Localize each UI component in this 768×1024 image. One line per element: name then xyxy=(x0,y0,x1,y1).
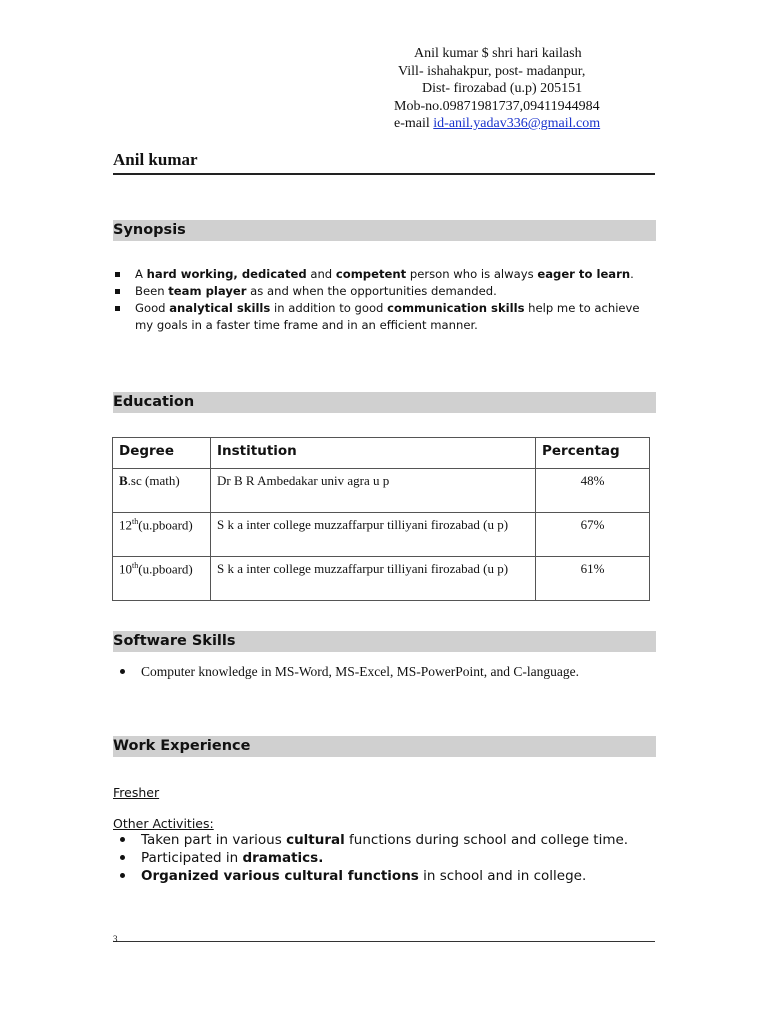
software-list xyxy=(113,663,658,681)
table-row xyxy=(113,513,650,557)
address-line-district: Dist- firozabad (u.p) 205151 xyxy=(422,81,583,96)
degree-board: (u.pboard) xyxy=(138,517,193,533)
degree-text: 10 xyxy=(119,561,132,577)
column-header-degree: Degree xyxy=(113,438,211,469)
work-heading: Work Experience xyxy=(113,736,656,757)
institution-cell: S k a inter college muzzaffarpur tilliyani firozabad (u p) xyxy=(211,513,536,557)
address-block xyxy=(392,45,652,133)
address-line-village: Vill- ishahakpur, post- madanpur, xyxy=(398,63,586,79)
degree-superscript: th xyxy=(132,517,139,526)
list-item xyxy=(113,663,658,681)
text: functions during school and college time. xyxy=(344,832,629,848)
degree-board: (u.pboard) xyxy=(138,561,193,577)
degree-cell xyxy=(113,557,211,601)
bullet-icon xyxy=(120,855,125,860)
activities-list xyxy=(113,831,658,885)
bold-text: competent xyxy=(335,267,407,281)
text: and xyxy=(306,267,336,281)
bullet-icon xyxy=(120,837,125,842)
text: as and when the opportunities demanded. xyxy=(246,284,497,298)
percent-cell: 48% xyxy=(536,469,650,513)
bold-text: analytical skills xyxy=(169,301,271,315)
table-row xyxy=(113,469,650,513)
email-label: e-mail xyxy=(394,116,430,131)
address-line-mobile: Mob-no.09871981737,09411944984 xyxy=(394,98,600,114)
synopsis-item xyxy=(113,266,658,283)
address-line-name: Anil kumar $ shri hari kailash xyxy=(414,46,582,61)
text: person who is always xyxy=(406,267,538,281)
bold-text: eager to learn xyxy=(537,267,631,281)
table-header-row xyxy=(113,438,650,469)
footer-divider xyxy=(113,941,655,942)
list-item xyxy=(113,867,658,885)
list-item xyxy=(113,849,658,867)
text: Participated in xyxy=(141,850,243,866)
bold-text: Organized various cultural functions xyxy=(141,868,419,884)
text: help me to achieve my goals in a faster time frame and in an efficient manner. xyxy=(135,301,640,332)
degree-bold: B xyxy=(119,473,128,488)
education-heading: Education xyxy=(113,392,656,413)
synopsis-list xyxy=(113,266,658,334)
column-header-percentage: Percentag xyxy=(536,438,650,469)
percent-cell: 61% xyxy=(536,557,650,601)
email-link[interactable]: id-anil.yadav336@gmail.com xyxy=(433,116,601,131)
synopsis-heading: Synopsis xyxy=(113,220,656,241)
square-bullet-icon xyxy=(115,272,120,277)
square-bullet-icon xyxy=(115,306,120,311)
percent-cell: 67% xyxy=(536,513,650,557)
page-number: 3 xyxy=(113,934,118,944)
bullet-icon xyxy=(120,873,125,878)
bold-text: team player xyxy=(168,284,247,298)
list-item xyxy=(113,831,658,849)
bold-text: cultural xyxy=(286,832,345,848)
degree-cell xyxy=(113,469,211,513)
bold-text: hard working, dedicated xyxy=(146,267,307,281)
table-row xyxy=(113,557,650,601)
text: A xyxy=(135,267,147,281)
text: in school and in college. xyxy=(418,868,587,884)
synopsis-item xyxy=(113,283,658,300)
address-line-email xyxy=(392,115,652,133)
bold-text: communication skills xyxy=(387,301,525,315)
synopsis-item xyxy=(113,300,658,334)
fresher-label: Fresher xyxy=(113,785,160,800)
text: . xyxy=(630,267,634,281)
resume-name: Anil kumar xyxy=(113,150,655,175)
text: Taken part in various xyxy=(141,832,287,848)
degree-text: 12 xyxy=(119,517,132,533)
software-item-text: Computer knowledge in MS-Word, MS-Excel, MS-PowerPoint, and C-language. xyxy=(141,664,579,679)
column-header-institution: Institution xyxy=(211,438,536,469)
software-heading: Software Skills xyxy=(113,631,656,652)
text: Good xyxy=(135,301,170,315)
text: in addition to good xyxy=(270,301,388,315)
degree-cell xyxy=(113,513,211,557)
education-table xyxy=(112,437,650,601)
bullet-icon xyxy=(120,669,125,674)
institution-cell: S k a inter college muzzaffarpur tilliyani firozabad (u p) xyxy=(211,557,536,601)
bold-text: dramatics. xyxy=(242,850,324,866)
square-bullet-icon xyxy=(115,289,120,294)
other-activities-label: Other Activities: xyxy=(113,816,214,831)
degree-text: .sc (math) xyxy=(127,473,180,488)
degree-superscript: th xyxy=(132,561,139,570)
institution-cell: Dr B R Ambedakar univ agra u p xyxy=(211,469,536,513)
text: Been xyxy=(135,284,169,298)
